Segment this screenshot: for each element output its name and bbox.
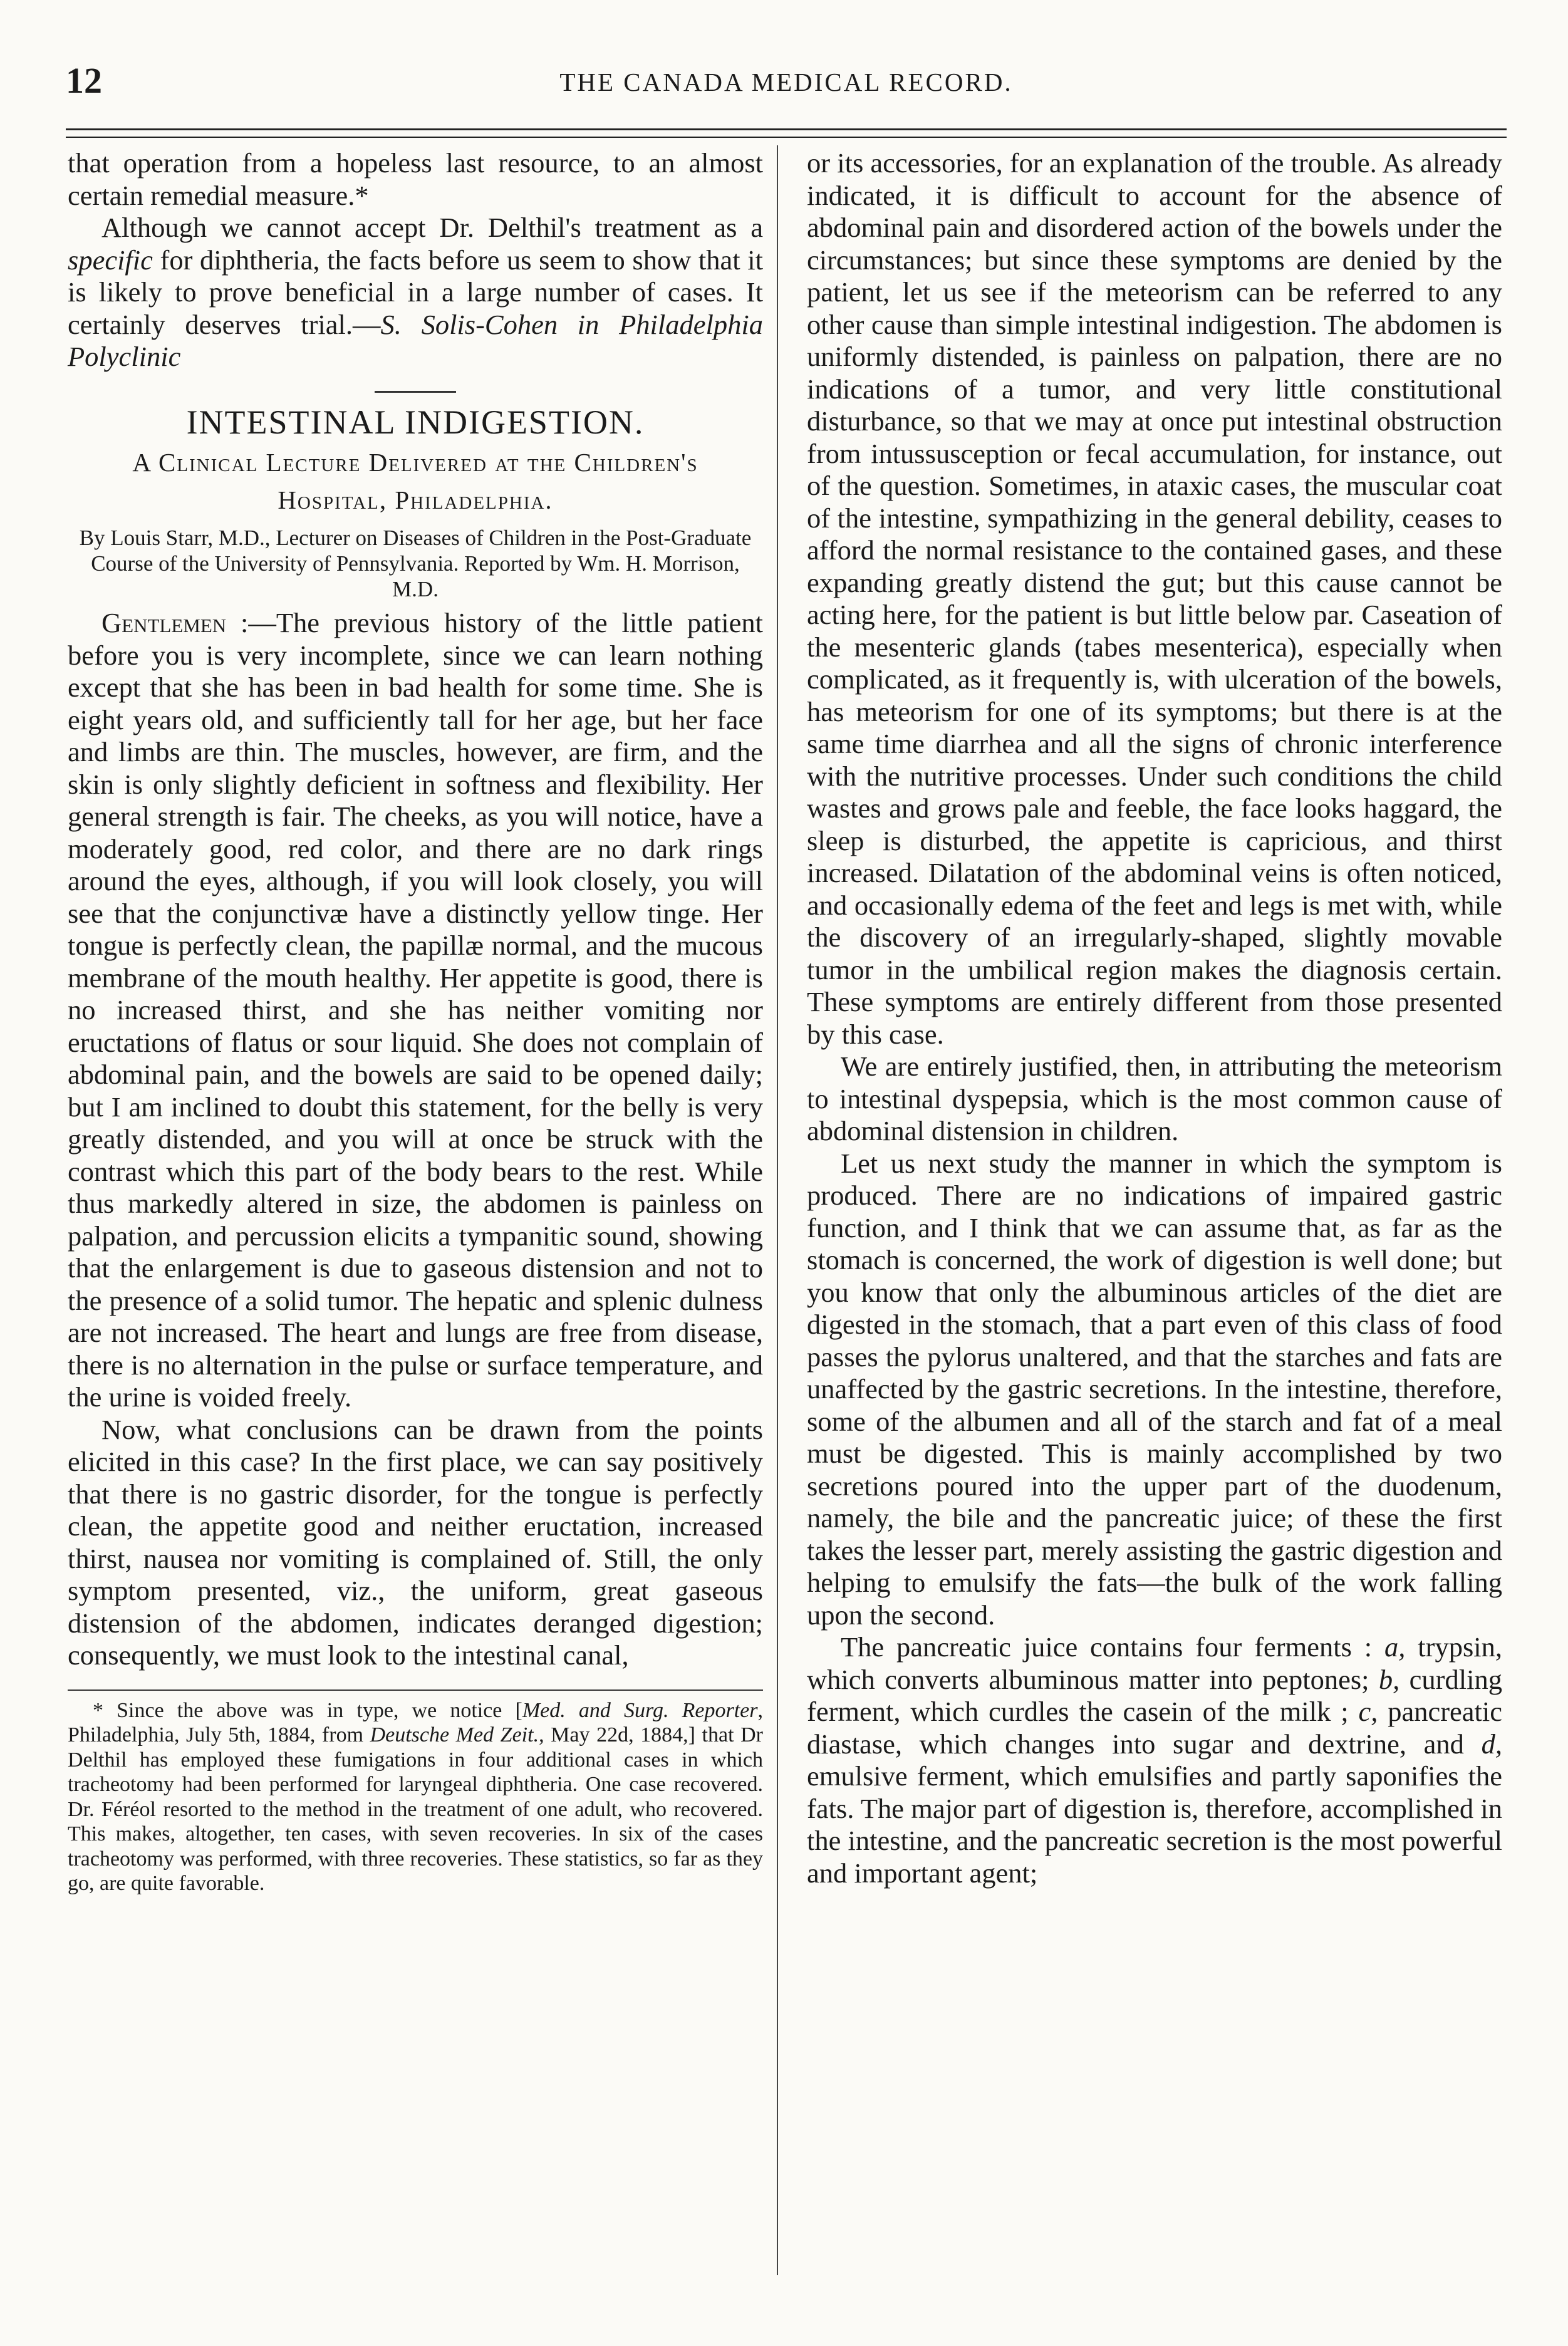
paragraph-delthil: Although we cannot accept Dr. Delthil's treatment as a specific for diphtheria, the facts before us seem to show that it is likely to prove beneficial in a large number of cases. It certainly deserves trial.—S. Solis-Cohen in Philadelphia Polyclinic <box>68 212 763 372</box>
right-column <box>807 147 1502 1889</box>
article-subtitle: A Clinical Lecture Delivered at the Children's Hospital, Philadelphia. <box>132 448 698 514</box>
footnote-rule <box>68 1689 763 1691</box>
paragraph-accessories: or its accessories, for an explanation of the trouble. As already indicated, it is difficult to account for the absence of abdominal pain and disordered action of the bowels under the circumstances; but since these symptoms are denied by the patient, let us see if the meteorism can be referred to any other cause than simple intestinal indigestion. The abdomen is uniformly distended, is painless on palpation, there are no indications of a tumor, and very little constitutional disturbance, so that we may at once put intestinal obstruction from intussusception or fecal accumulation, for instance, out of the question. Sometimes, in ataxic cases, the muscular coat of the intestine, sympathizing in the general debility, ceases to afford the normal resistance to the contained gases, and these expanding greatly distend the gut; but this cause cannot be acting here, for the patient is but little below par. Caseation of the mesenteric glands (tabes mesenterica), especially when complicated, as it frequently is, with ulceration of the bowels, has meteorism for one of its symptoms; but there is at the same time diarrhea and all the signs of chronic interference with the nutritive processes. Under such conditions the child wastes and grows pale and feeble, the face looks haggard, the sleep is disturbed, the appetite is capricious, and thirst increased. Dilatation of the abdominal veins is often noticed, and occasionally edema of the feet and legs is met with, while the discovery of an irregularly-shaped, slightly movable tumor in the umbilical region makes the diagnosis certain. These symptoms are entirely different from those presented by this case. <box>807 147 1502 1050</box>
column-divider <box>777 145 778 2275</box>
paragraph-conclusions: Now, what conclusions can be drawn from the points elicited in this case? In the first place, we can say positively that there is no gastric disorder, for the tongue is perfectly clean, the appetite good and neither eructation, increased thirst, nausea nor vomiting is complained of. Still, the only symptom presented, viz., the uniform, great gaseous distension of the abdomen, indicates deranged digestion; consequently, we must look to the intestinal canal, <box>68 1413 763 1671</box>
article-title: INTESTINAL INDIGESTION. <box>186 403 645 441</box>
paragraph-justified: We are entirely justified, then, in attributing the meteorism to intestinal dyspepsia, which is the most common cause of abdominal distension in children. <box>807 1051 1502 1146</box>
section-divider <box>375 391 456 393</box>
page-number: 12 <box>66 60 102 101</box>
article-byline: By Louis Starr, M.D., Lecturer on Diseases of Children in the Post-Graduate Course of the University of Pennsylvania. Reported by Wm. H. Morrison, M.D. <box>79 526 752 601</box>
header-rule <box>66 128 1507 138</box>
left-column <box>68 147 763 1896</box>
page-header <box>66 60 1507 110</box>
running-title: THE CANADA MEDICAL RECORD. <box>559 68 1013 96</box>
paragraph-gentlemen: Gentlemen :—The previous history of the little patient before you is very incomplete, since we can learn nothing except that she has been in bad health for some time. She is eight years old, and sufficiently tall for her age, but her face and limbs are thin. The muscles, however, are firm, and the skin is only slightly deficient in softness and flexibility. Her general strength is fair. The cheeks, as you will notice, have a moderately good, red color, and there are no dark rings around the eyes, although, if you will look closely, you will see that the conjunctivæ have a distinctly yellow tinge. Her tongue is perfectly clean, the papillæ normal, and the mucous membrane of the mouth healthy. Her appetite is good, there is no increased thirst, and she has neither vomiting nor eructations of flatus or sour liquid. She does not complain of abdominal pain, and the bowels are said to be opened daily; but I am inclined to doubt this statement, for the belly is very greatly distended, and you will at once be struck with the contrast which this part of the body bears to the rest. While thus markedly altered in size, the abdomen is painless on palpation, and percussion elicits a tympanitic sound, showing that the enlargement is due to gaseous distension and not to the presence of a solid tumor. The hepatic and splenic dulness are not increased. The heart and lungs are free from disease, there is no alternation in the pulse or surface temperature, and the urine is voided freely. <box>68 607 763 1413</box>
source-citation: S. Solis-Cohen in Philadelphia Polyclinic <box>68 308 763 372</box>
footnote: * Since the above was in type, we notice [Med. and Surg. Reporter, Philadelphia, July 5th, 1884, from Deutsche Med Zeit., May 22d, 1884,] that Dr Delthil has employed these fumigations in four additional cases in which tracheotomy had been performed for laryngeal diphtheria. One case recovered. Dr. Féréol resorted to the method in the treatment of one adult, who recovered. This makes, altogether, ten cases, with seven recoveries. In six of the cases tracheotomy was performed, with three recoveries. These statistics, so far as they go, are quite favorable. <box>68 1698 763 1895</box>
paragraph-symptom: Let us next study the manner in which the symptom is produced. There are no indications of impaired gastric function, and I think that we can assume that, as far as the stomach is concerned, the work of digestion is well done; but you know that only the albuminous articles of the diet are digested in the stomach, that a part even of this class of food passes the pylorus unaltered, and that the starches and fats are unaffected by the gastric secretions. In the intestine, therefore, some of the albumen and all of the starch and fat of a meal must be digested. This is mainly accomplished by two secretions poured into the upper part of the duodenum, namely, the bile and the pancreatic juice; of these the first takes the lesser part, merely assisting the gastric digestion and helping to emulsify the fats—the bulk of the work falling upon the second. <box>807 1147 1502 1631</box>
paragraph-pancreatic: The pancreatic juice contains four ferments : a, trypsin, which converts albuminous matter into peptones; b, curdling ferment, which curdles the casein of the milk ; c, pancreatic diastase, which changes into sugar and dextrine, and d, emulsive ferment, which emulsifies and partly saponifies the fats. The major part of digestion is, therefore, accomplished in the intestine, and the pancreatic secretion is the most powerful and important agent; <box>807 1631 1502 1889</box>
paragraph-continuation: that operation from a hopeless last resource, to an almost certain remedial measure.* <box>68 147 763 211</box>
